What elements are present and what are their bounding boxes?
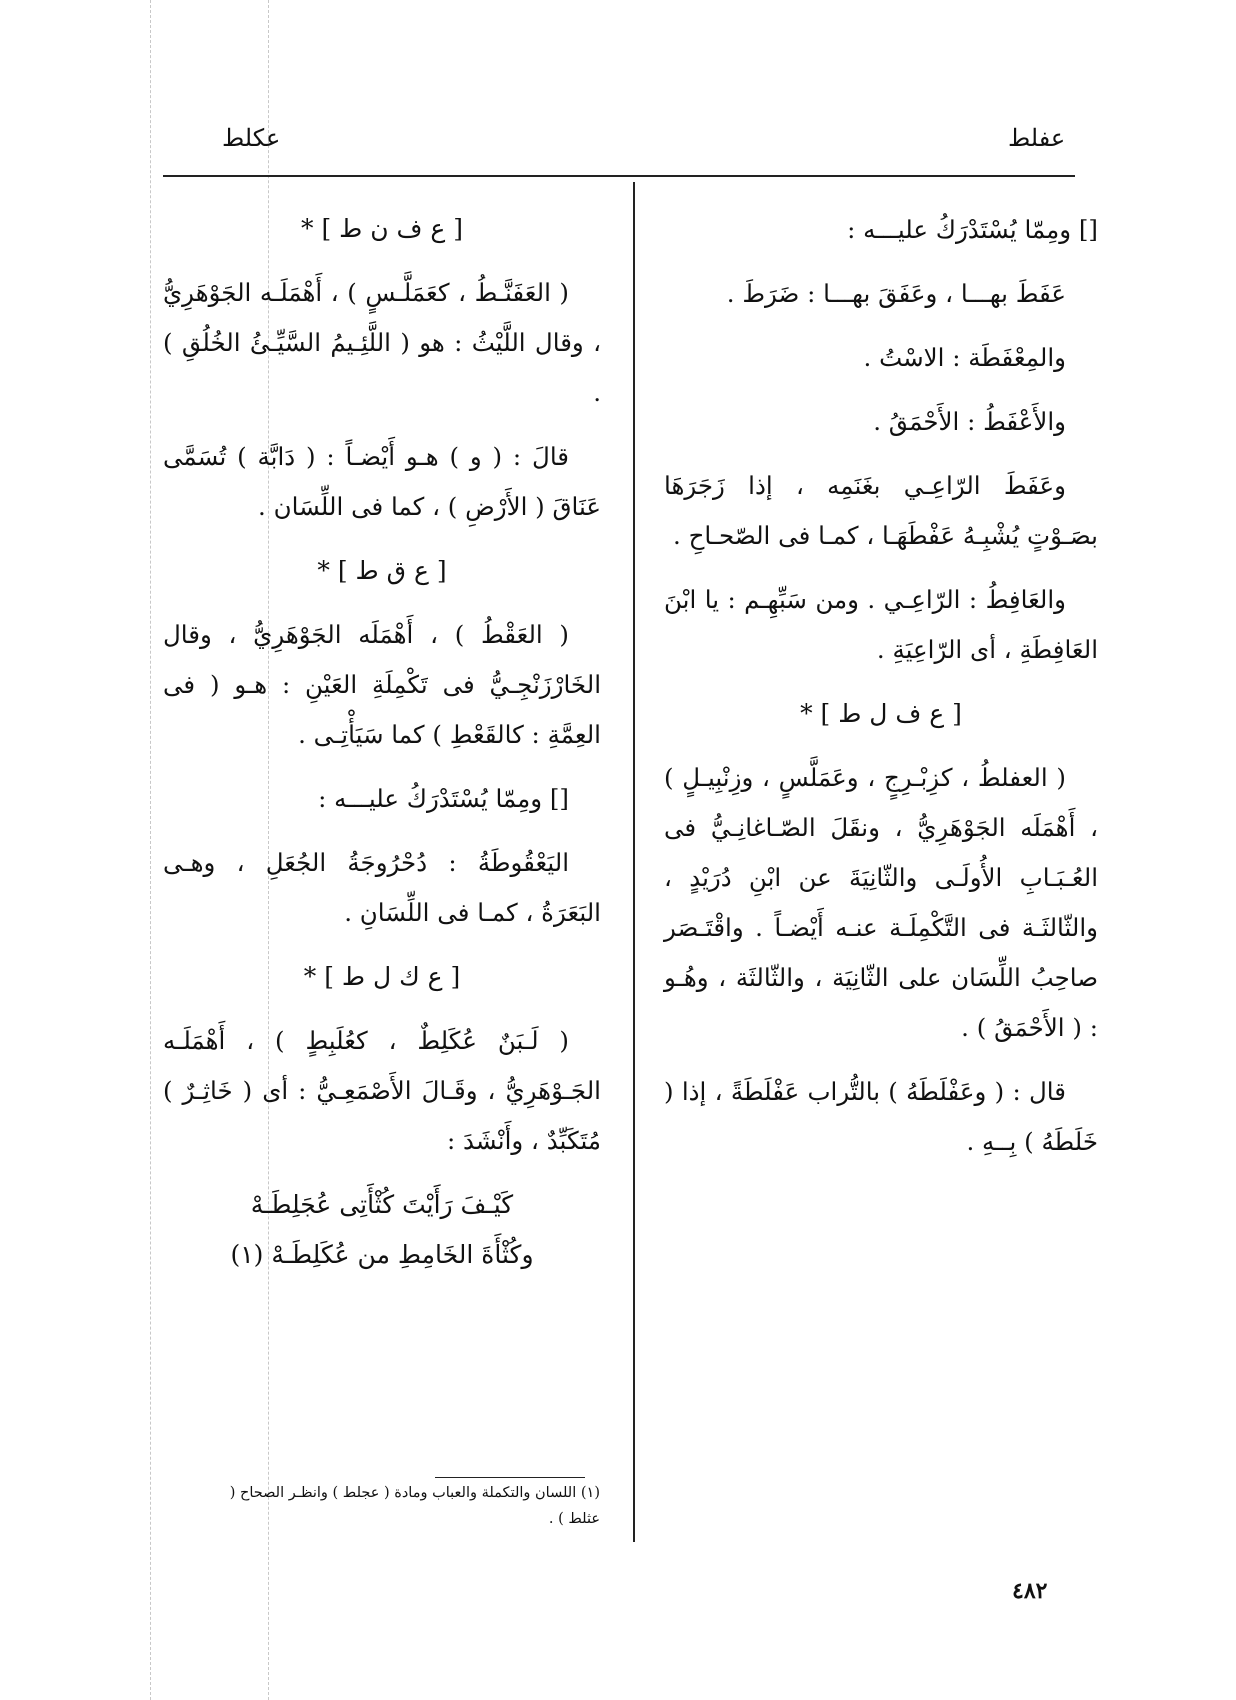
text-line: [] ومِمّا يُسْتَدْرَكُ عليـــه : <box>847 215 1098 244</box>
column-divider <box>633 182 635 1542</box>
poem-verse: كَيْـفَ رَأَيْتَ كُثْأَتِى عُجَلِطَـهْ <box>250 1190 514 1219</box>
entry-heading: [ ع ف ل ط ] * <box>800 699 962 728</box>
poem-verse: وكُثْأَةَ الخَامِطِ من عُكَلِطَـهْ (١) <box>230 1240 534 1269</box>
paragraph: والعَافِطُ : الرّاعِـي . ومن سَبِّهِـم : يا ابْنَ العَافِطَةِ ، أى الرّاعِيَةِ . <box>664 585 1098 664</box>
footnote-rule <box>435 1477 585 1478</box>
entry-heading: [ ع ف ن ط ] * <box>301 214 463 243</box>
text-line: [] ومِمّا يُسْتَدْرَكُ عليـــه : <box>318 784 569 813</box>
paragraph: قالَ : ( و ) هـو أَيْضـاً : ( دَابَّة ) تُسَمَّى عَنَاقَ ( الأَرْضِ ) ، كما فى اللِّسَان . <box>163 442 601 521</box>
paragraph: وعَفَطَ الرّاعِـي بغَنَمِه ، إذا زَجَرَهَا بصَـوْتٍ يُشْبِـهُ عَفْطَهَـا ، كمـا فى الصّحـاحِ . <box>664 471 1098 550</box>
text-line: والمِعْفَطَة : الاسْتُ . <box>863 343 1066 372</box>
left-column <box>163 200 601 1280</box>
entry-heading: [ ع ك ل ط ] * <box>303 962 461 991</box>
paragraph: قال : ( وعَفْلَطَهُ ) بالتُّراب عَفْلَطَةً ، إذا ( خَلَطَهُ ) بِــهِ . <box>664 1077 1098 1156</box>
text-line: عَفَطَ بهـــا ، وعَفَقَ بهـــا : ضَرَطَ . <box>726 279 1066 308</box>
header-rule <box>163 175 1075 177</box>
paragraph: ( العفلطُ ، كزِبْـرِجٍ ، وعَمَلَّسٍ ، وزِنْبِيـلٍ ) ، أَهْمَلَه الجَوْهَرِيُّ ، ونقَلَ الصّـاغانِـيُّ فى العُـبَـابِ الأُولَـى والثّانِيَةَ عن ابْنِ دُرَيْدٍ ، والثّالثَـة فى التَّكْمِلَـة عنـه أَيْضـاً . واقْتَـصَر صاحِبُ اللِّسَان على الثّانِيَة ، والثّالثَة ، وهُـو : ( الأَحْمَقُ ) . <box>664 763 1098 1042</box>
paragraph: ( العَقْطُ ) ، أَهْمَلَه الجَوْهَرِيُّ ، وقال الخَارْزَنْجِـيُّ فى تَكْمِلَةِ العَيْنِ : هـو ( فى العِمَّةِ : كالقَعْطِ ) كما سَيَأْتِـى . <box>163 620 601 749</box>
right-column <box>664 205 1098 1181</box>
scan-margin-line <box>150 0 151 1700</box>
running-head-right: عفلط <box>1008 124 1066 152</box>
footnote: (١) اللسان والتكملة والعباب ومادة ( عجلط ) وانظـر الصحاح ( عثلط ) . <box>229 1485 600 1527</box>
page-number: ٤٨٢ <box>1012 1578 1048 1604</box>
entry-heading: [ ع ق ط ] * <box>317 556 447 585</box>
paragraph: اليَعْقُوطَةُ : دُحْرُوجَةُ الجُعَلِ ، وهـى البَعَرَةُ ، كمـا فى اللِّسَانِ . <box>163 848 601 927</box>
text-line: والأَعْفَطُ : الأَحْمَقُ . <box>873 407 1066 436</box>
running-head-left: عكلط <box>222 124 281 152</box>
paragraph: ( العَفَنَّـطُ ، كعَمَلَّـسٍ ) ، أَهْمَلَـه الجَوْهَرِيُّ ، وقال اللَّيْثُ : هو ( اللَّئِـيمُ السَّيِّـئُ الخُلُقِ ) . <box>163 278 601 407</box>
paragraph: ( لَـبَنٌ عُكَلِطٌ ، كعُلَبِطٍ ) ، أَهْمَلَـه الجَـوْهَرِيُّ ، وقَـالَ الأَصْمَعِـيُّ : أى ( خَاثِـرٌ ) مُتَكَبِّدٌ ، وأَنْشَدَ : <box>163 1026 601 1155</box>
